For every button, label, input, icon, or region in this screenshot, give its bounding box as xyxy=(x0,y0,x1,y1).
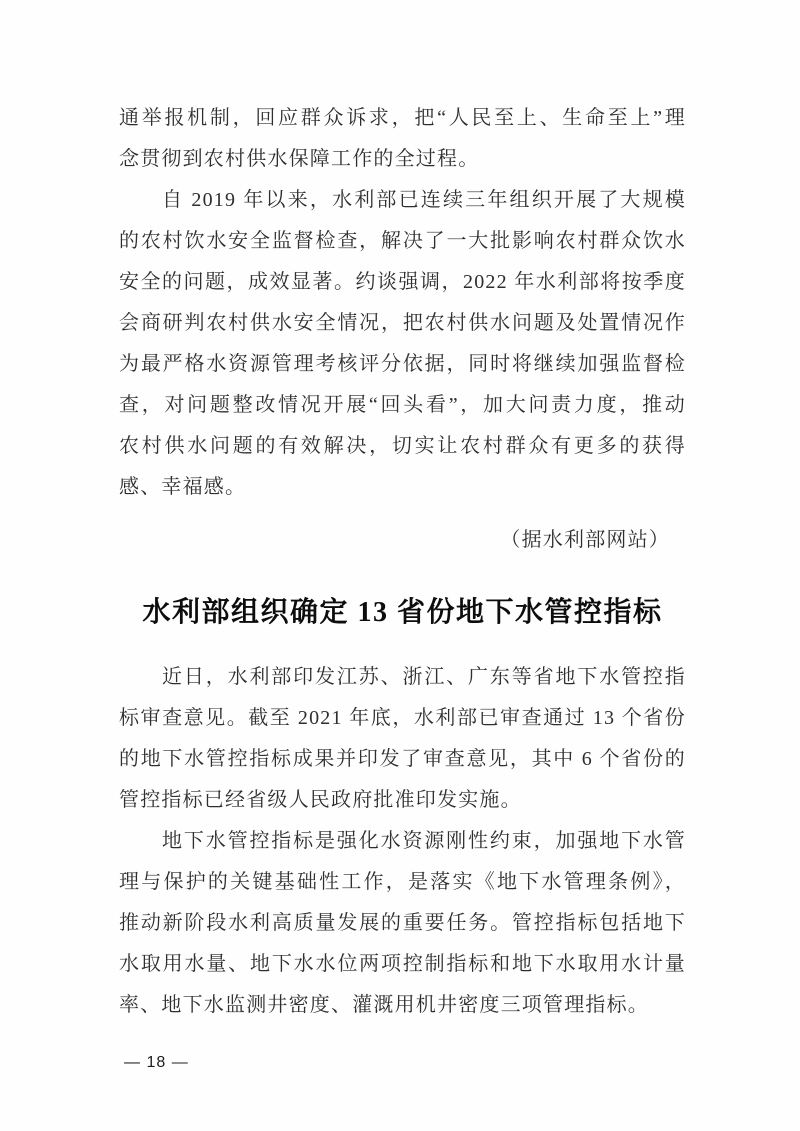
text-line: 会商研判农村供水安全情况，把农村供水问题及处置情况作 xyxy=(119,312,686,334)
previous-article-continuation xyxy=(119,98,686,561)
text-line: 感、幸福感。 xyxy=(119,476,247,498)
text-line: 念贯彻到农村供水保障工作的全过程。 xyxy=(119,148,480,170)
text-line: 理与保护的关键基础性工作，是落实《地下水管理条例》， xyxy=(119,871,686,893)
text-line: 自 2019 年以来，水利部已连续三年组织开展了大规模 xyxy=(162,189,686,211)
text-line: 农村供水问题的有效解决，切实让农村群众有更多的获得 xyxy=(119,435,686,457)
text-line: 为最严格水资源管理考核评分依据，同时将继续加强监督检 xyxy=(119,353,686,375)
paragraph xyxy=(119,98,686,180)
source-attribution: （据水利部网站） xyxy=(500,529,670,551)
text-line: 近日，水利部印发江苏、浙江、广东等省地下水管控指 xyxy=(162,666,686,688)
text-line: 推动新阶段水利高质量发展的重要任务。管控指标包括地下 xyxy=(119,912,686,934)
page-number: — 18 — xyxy=(124,1054,189,1071)
text-line: 通举报机制，回应群众诉求，把“人民至上、生命至上”理 xyxy=(119,107,686,129)
article-title: 水利部组织确定 13 省份地下水管控指标 xyxy=(142,597,663,628)
paragraph xyxy=(119,821,686,1026)
text-line: 水取用水量、地下水水位两项控制指标和地下水取用水计量 xyxy=(119,953,686,975)
text-line: 率、地下水监测井密度、灌溉用机井密度三项管理指标。 xyxy=(119,994,649,1016)
text-line: 标审查意见。截至 2021 年底，水利部已审查通过 13 个省份 xyxy=(119,707,686,729)
text-line: 的地下水管控指标成果并印发了审查意见，其中 6 个省份的 xyxy=(119,748,686,770)
text-line: 的农村饮水安全监督检查，解决了一大批影响农村群众饮水 xyxy=(119,230,686,252)
text-line: 管控指标已经省级人民政府批准印发实施。 xyxy=(119,789,522,811)
text-line: 地下水管控指标是强化水资源刚性约束，加强地下水管 xyxy=(162,830,686,852)
text-line: 查，对问题整改情况开展“回头看”，加大问责力度，推动 xyxy=(119,394,686,416)
paragraph xyxy=(119,657,686,821)
text-line: 安全的问题，成效显著。约谈强调，2022 年水利部将按季度 xyxy=(119,271,686,293)
paragraph xyxy=(119,180,686,508)
article-body xyxy=(119,657,686,1026)
